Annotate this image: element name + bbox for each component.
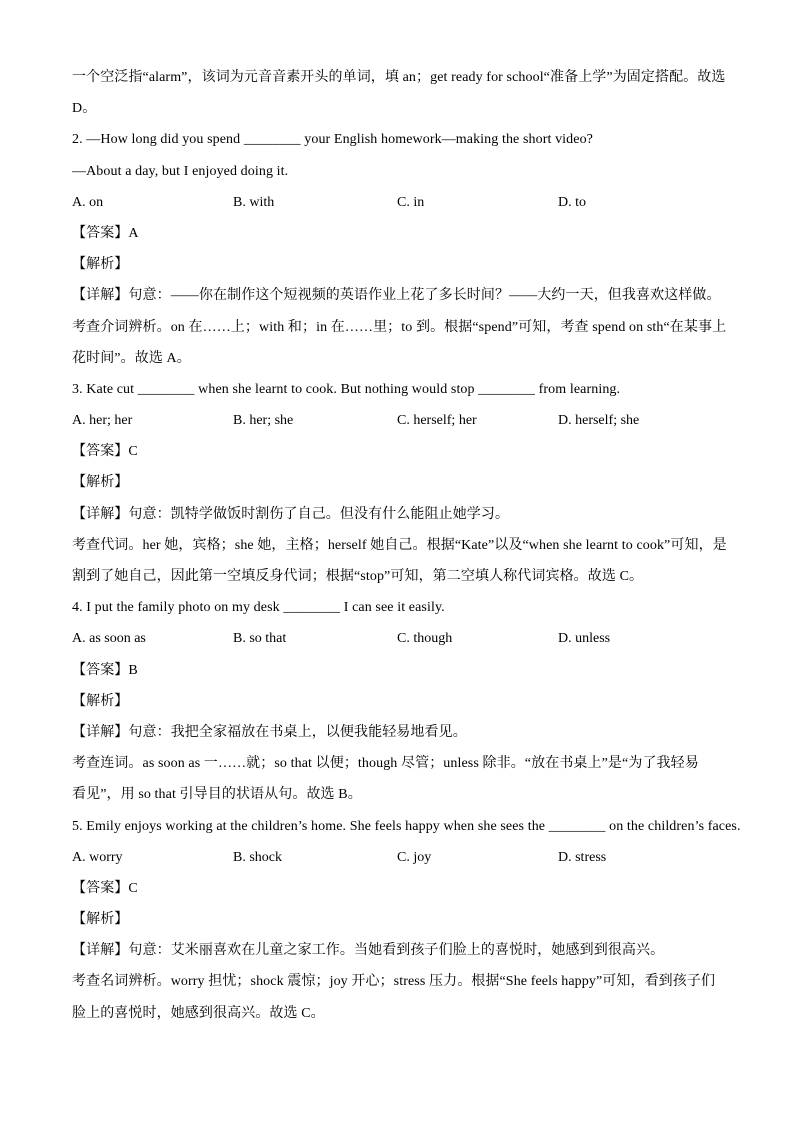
- explanation-line: 考查介词辨析。on 在……上；with 和；in 在……里；to 到。根据“spend”可知，考查 spend on sth“在某事上: [72, 319, 727, 335]
- explanation-line: 考查名词辨析。worry 担忧；shock 震惊；joy 开心；stress 压力。根据“She feels happy”可知，看到孩子们: [72, 974, 716, 990]
- text-line: D。: [72, 101, 97, 117]
- detail-line: 【详解】句意：我把全家福放在书桌上，以便我能轻易地看见。: [72, 724, 467, 740]
- answer-label: 【答案】A: [72, 225, 139, 241]
- option-c: C. in: [397, 194, 425, 210]
- explanation-line: 考查连词。as soon as 一……就；so that 以便；though 尽管；unless 除非。“放在书桌上”是“为了我轻易: [72, 756, 699, 772]
- explanation-line: 割到了她自己，因此第一空填反身代词；根据“stop”可知，第二空填人称代词宾格。故选 C。: [72, 569, 644, 584]
- explanation-line: 花时间”。故选 A。: [72, 350, 191, 366]
- option-a: A. worry: [72, 849, 123, 865]
- detail-line: 【详解】句意：艾米丽喜欢在儿童之家工作。当她看到孩子们脸上的喜悦时，她感到到很高兴。: [72, 943, 665, 959]
- question-4-stem: 4. I put the family photo on my desk ________ I can see it easily.: [72, 600, 445, 616]
- option-c: C. joy: [397, 849, 432, 865]
- answer-label: 【答案】C: [72, 880, 138, 896]
- analysis-label: 【解析】: [72, 912, 129, 928]
- detail-line: 【详解】句意：凯特学做饭时割伤了自己。但没有什么能阻止她学习。: [72, 506, 510, 522]
- option-b: B. with: [233, 194, 275, 210]
- option-a: A. on: [72, 194, 104, 210]
- explanation-line: 看见”，用 so that 引导目的状语从句。故选 B。: [72, 787, 362, 803]
- question-3-stem: 3. Kate cut ________ when she learnt to cook. But nothing would stop ________ from learning.: [72, 381, 621, 397]
- analysis-label: 【解析】: [72, 693, 129, 709]
- question-4-options: [72, 623, 732, 654]
- option-b: B. her; she: [233, 413, 294, 429]
- analysis-label: 【解析】: [72, 257, 129, 273]
- text-line: 一个空泛指“alarm”，该词为元音音素开头的单词，填 an；get ready for school“准备上学”为固定搭配。故选: [72, 70, 726, 85]
- option-a: A. her; her: [72, 413, 133, 429]
- answer-label: 【答案】C: [72, 444, 138, 460]
- option-d: D. unless: [558, 631, 611, 647]
- question-5-options: [72, 842, 732, 873]
- question-2-options: [72, 187, 732, 218]
- option-b: B. shock: [233, 849, 282, 865]
- detail-line: 【详解】句意：——你在制作这个短视频的英语作业上花了多长时间？——大约一天，但我喜欢这样做。: [72, 288, 721, 304]
- option-d: D. to: [558, 194, 586, 210]
- question-2-response: —About a day, but I enjoyed doing it.: [72, 163, 289, 179]
- option-b: B. so that: [233, 631, 287, 647]
- document-page: [72, 62, 741, 1029]
- question-5-stem: 5. Emily enjoys working at the children’s home. She feels happy when she sees the ________ on the children’s faces.: [72, 818, 741, 834]
- question-2-stem: 2. —How long did you spend ________ your English homework—making the short video?: [72, 132, 593, 148]
- explanation-line: 考查代词。her 她，宾格；she 她，主格；herself 她自己。根据“Kate”以及“when she learnt to cook”可知，是: [72, 537, 727, 553]
- analysis-label: 【解析】: [72, 475, 129, 491]
- option-c: C. though: [397, 631, 453, 647]
- explanation-line: 脸上的喜悦时，她感到很高兴。故选 C。: [72, 1005, 325, 1021]
- question-3-options: [72, 405, 732, 436]
- option-d: D. herself; she: [558, 413, 640, 429]
- answer-label: 【答案】B: [72, 662, 138, 678]
- option-a: A. as soon as: [72, 631, 146, 647]
- option-c: C. herself; her: [397, 413, 477, 429]
- option-d: D. stress: [558, 849, 607, 865]
